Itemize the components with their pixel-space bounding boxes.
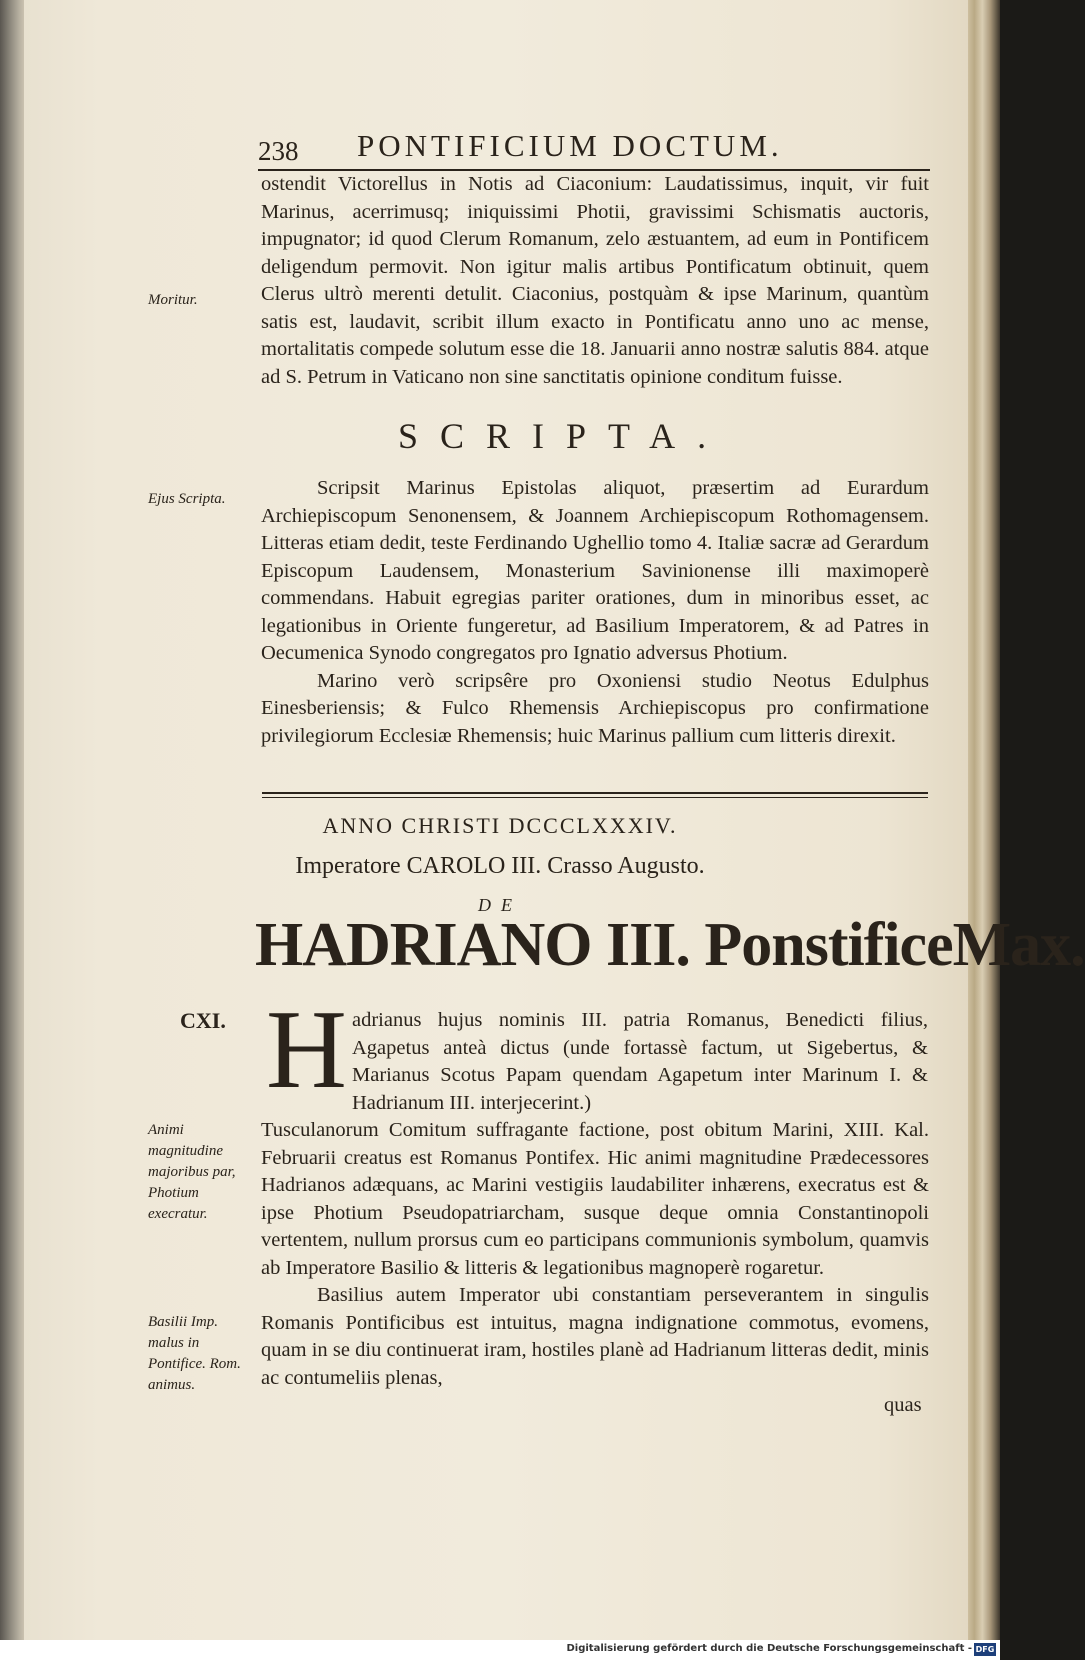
paragraph-scripta	[261, 475, 929, 750]
paragraph-text: Tusculanorum Comitum suffragante factione, post obitum Marini, XIII. Kal. Februarii creatus est Romanus Pontifex. Hic animi magnitudine Prædecessores Hadrianos adæquans, ac Marini vestigiis laudabiliter inhærens, execratus est & ipse Photium Pseudopatriarcham, susque deque omnia Constantinopoli vertentem, nullum prorsus cum eo participans communionis symbolum, quamvis ab Imperatore Basilio & litteris & legationibus magnoperè rogaretur.	[261, 1119, 929, 1279]
paragraph-marinus-end	[261, 171, 929, 391]
section-number: CXI.	[180, 1008, 226, 1033]
running-head: PONTIFICIUM DOCTUM.	[357, 128, 783, 163]
drop-cap-initial: H	[266, 988, 347, 1112]
footer-credit: Digitalisierung gefördert durch die Deutsche Forschungsgemeinschaft -	[566, 1643, 972, 1654]
year-heading: ANNO CHRISTI DCCCLXXXIV.	[322, 813, 678, 838]
paragraph-text: Scripsit Marinus Epistolas aliquot, præsertim ad Eurardum Archiepiscopum Senonensem, & Joannem Archiepiscopum Rothomagensem. Litteras etiam dedit, teste Ferdinando Ughellio tomo 4. Italiæ sacræ ad Gerardum Episcopum Laudensem, Monasterium Savinionense illi maximoperè commendans. Habuit egregias pariter orationes, dum in minoribus esset, ac legationibus in Oriente fungeretur, ad Basilium Imperatorem, & ad Patres in Oecumenica Synodo congregatos pro Ignatio adversus Photium.	[261, 477, 929, 664]
margin-note-animi: Animi magnitudine majoribus par, Photium execratur.	[148, 1122, 236, 1222]
paragraph-text: ostendit Victorellus in Notis ad Ciaconium: Laudatissimus, inquit, vir fuit Marinus, acerrimusq; iniquissimi Photii, gravissimi Schismatis auctoris, impugnator; id quod Clerum Romanum, zelo æstuantem, ad eum in Pontificem deligendum permovit. Non igitur malis artibus Pontificatum obtinuit, quem Clerus ultrò merenti detulit. Ciaconius, postquàm & ipse Marinum, quantùm satis est, laudavit, scribit illum exacto in Pontificatu anno uno ac mense, mortalitatis compede solutum esse die 18. Januarii anno nostræ salutis 884. atque ad S. Petrum in Vaticano non sine sanctitatis opinione conditum fuisse.	[261, 173, 929, 388]
margin-note-ejus-scripta: Ejus Scripta.	[148, 491, 226, 507]
section-heading-scripta: SCRIPTA.	[398, 416, 729, 456]
chapter-title: HADRIANO III. PonstificeMax.	[255, 911, 1085, 979]
page-number: 238	[258, 136, 299, 166]
paragraph-hadrianus	[261, 1117, 929, 1392]
paragraph-text: Basilius autem Imperator ubi constantiam perseverantem in singulis Romanis Pontificibus est intuitus, magna indignatione commotus, evomens, quam in se diu continuerat iram, hostiles planè ad Hadrianum litteras dedit, minis ac contumeliis plenas,	[261, 1284, 929, 1389]
de-line: DE	[478, 895, 522, 915]
emperor-line: Imperatore CAROLO III. Crasso Augusto.	[295, 853, 705, 879]
section-rule	[262, 792, 928, 794]
catchword: quas	[884, 1394, 922, 1416]
margin-note-basilii: Basilii Imp. malus in Pontifice. Rom. animus.	[148, 1314, 241, 1393]
paragraph-text: Marino verò scripsêre pro Oxoniensi studio Neotus Edulphus Einesberiensis; & Fulco Rhemensis Archiepiscopus pro confirmatione privilegiorum Ecclesiæ Rhemensis; huic Marinus pallium cum litteris direxit.	[261, 669, 929, 747]
section-rule-thin	[262, 797, 928, 798]
margin-note-moritur: Moritur.	[148, 292, 198, 308]
dfg-logo: DFG	[975, 1645, 995, 1654]
paragraph-hadrianus-opening: adrianus hujus nominis III. patria Romanus, Benedicti filius, Agapetus anteà dictus (unde fortassè factum, ut Sigebertus, & Marianus Scotus Papam quendam Agapetum inter Marinum I. & Hadrianum III. interjecerint.)	[352, 1009, 928, 1114]
